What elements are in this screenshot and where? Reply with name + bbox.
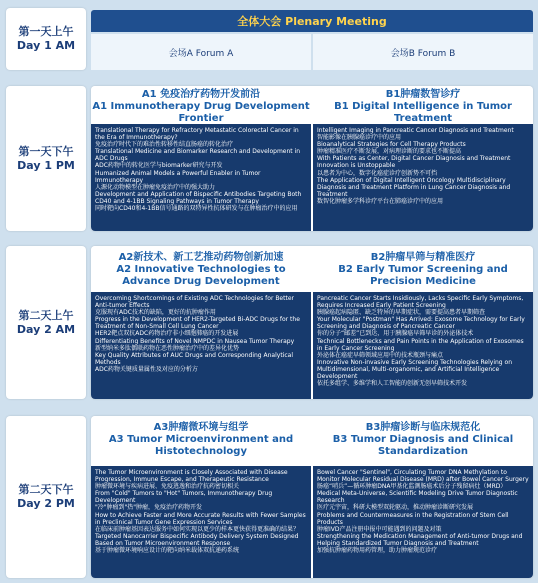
talk-item: With Patients as Center, Digital Cancer Diagnosis and Treatment Innovation is Unstoppable (317, 155, 511, 170)
session-block-day1-pm (91, 86, 533, 231)
session-a3 (91, 416, 311, 578)
session-block-day2-am (91, 246, 533, 399)
day-label-en: Day 2 PM (17, 497, 75, 510)
day-label-zh: 第二天下午 (18, 483, 74, 496)
talk-item: Pancreatic Cancer Starts Insidiously, Lacks Specific Early Symptoms, Requires Increased Early Patient Screening (317, 295, 524, 310)
talk-item: Targeted Nanocarrier Bispecific Antibody Delivery System Designed Based on Tumor Microenvironment Response (95, 532, 299, 547)
talk-item: 同时靶向CD40和4-1BB信号通路的双特异性抗体研发与在肿瘤治疗中的应用 (95, 205, 298, 213)
talk-item: 在临床前肿瘤基因表达服务中如何实现以更少的样本更快获得更准确的结果？ (95, 525, 300, 533)
talk-item: 肿瘤IVD产品注册申报中可能遇到的问题及对策 (317, 525, 442, 533)
talk-item: ADC药物关键质量属性及对应的分析方 (95, 365, 198, 373)
talk-item: Overcoming Shortcomings of Existing ADC Technologies for Better Anti-tumor Effects (95, 295, 294, 310)
talk-item: Differentiating Benefits of Novel NMPDC in Nausea Tumor Therapy (95, 337, 295, 345)
session-b1 (313, 86, 533, 231)
talk-item: 以患者为中心，数字化癌症诊疗创新势不可挡 (317, 169, 438, 177)
day-label-zh: 第二天上午 (18, 308, 74, 322)
talk-item: Translational Medicine and Biomarker Research and Development in ADC Drugs (95, 148, 301, 163)
talk-item: 你的分子“邮差”已到达，用于胰腺癌早筛早诊的外泌体技术 (317, 330, 474, 338)
day-label-zh: 第一天下午 (18, 144, 74, 158)
session-title-en: A2 Innovative Technologies to Advance Drug Development (116, 264, 286, 287)
talk-item: Innovative Non-invasive Early Screening Technologies Relying on Multidimensional, Multi-organomic, and Artificial Intelligence Development (317, 358, 512, 381)
talk-item: Bowel Cancer "Sentinel", Circulating Tumor DNA Methylation to Monitor Molecular Residual Disease (MRD) after Bowel Cancer Surgery (317, 469, 529, 484)
session-b3 (313, 416, 533, 578)
talk-item: How to Achieve Faster and More Accurate Results with Fewer Samples in Preclinical Tumor Gene Expression Services (95, 511, 306, 526)
talk-item: 医疗元宇宙，科研大模型双轮驱动，推动肿瘤诊断研究发展 (317, 504, 474, 512)
session-a2 (91, 246, 311, 399)
talk-item: 新型纳米多肽偶联药物在恶性肿瘤治疗中的差异化优势 (95, 344, 240, 352)
session-title-zh: B1肿瘤数智诊疗 (385, 89, 461, 100)
talk-item: 依托多组学、多维学和人工智能的创新无创早筛技术开发 (317, 380, 468, 388)
talk-item: The Tumor Microenvironment is Closely Associated with Disease Progression, Immune Escape, and Therapeutic Resistance (95, 469, 288, 484)
session-b2 (313, 246, 533, 399)
session-title-zh: B2肿瘤早筛与精准医疗 (370, 252, 476, 263)
talk-item: 肿瘤精准医疗不断发展，对病理诊断的要求也不断提高 (317, 148, 462, 156)
talk-item: 基于肿瘤微环境响应设计的靶向纳米载体双抗递药系统 (95, 547, 240, 555)
session-title-zh: B3肿瘤诊断与临床规范化 (365, 422, 481, 433)
talk-item: 人源化动物模型在肿瘤免疫治疗中的强大助力 (95, 183, 216, 191)
session-title (313, 246, 533, 292)
session-title (313, 86, 533, 124)
talk-item: Key Quality Attributes of AUC Drugs and Corresponding Analytical Methods (95, 351, 293, 366)
talk-item: Humanized Animal Models a Powerful Enabler in Tumor Immunotherapy (95, 169, 261, 184)
talk-item: The Application of Digital Intelligent Oncology Multidisciplinary Diagnosis and Treatment Platform in Lung Cancer Diagnosis and Treatment (317, 176, 511, 198)
talk-item: 智能影像在胰腺癌诊疗中的应用 (317, 134, 402, 142)
session-title-zh: A3肿瘤微环境与组学 (153, 422, 249, 433)
forum-a-header: 会场A Forum A (91, 34, 311, 70)
talk-item: Development and Application of Bispecific Antibodies Targeting Both CD40 and 4-1BB Signaling Pathways in Tumor Therapy (95, 190, 302, 205)
session-title (91, 246, 311, 292)
session-title-en: B2 Early Tumor Screening and Precision Medicine (338, 264, 508, 287)
day-label-1am (6, 8, 86, 70)
talk-item: Progress in the Development of HER2-Targeted Bi-ADC Drugs for the Treatment of Non-Small Cell Lung Cancer (95, 316, 300, 331)
day-label-en: Day 1 AM (16, 39, 76, 52)
session-a1 (91, 86, 311, 231)
talk-item: Medical Meta-Universe, Scientific Modeling Drive Tumor Diagnostic Research (317, 490, 518, 505)
session-talk-list (91, 466, 311, 578)
session-talk-list (313, 466, 533, 578)
session-title-zh: A2新技术、新工艺推动药物创新加速 (118, 252, 284, 263)
day-label-2am (6, 246, 86, 399)
talk-item: Translational Therapy for Refractory Metastatic Colorectal Cancer in the Era of Immunotherapy? (95, 127, 299, 142)
day-label-1pm (6, 86, 86, 231)
talk-item: "冷"肿瘤到"热"肿瘤，免疫治疗药物开发 (95, 504, 203, 512)
talk-item: 克服现有ADC技术的缺陷，更好的抗肿瘤作用 (95, 309, 216, 317)
talk-item: 数智化肿瘤多学科诊疗平台在肺癌诊疗中的应用 (317, 197, 444, 205)
session-talk-list (91, 124, 311, 231)
forum-b-header: 会场B Forum B (313, 34, 533, 70)
talk-item: 肠癌“哨兵”—循环肿瘤DNA甲基化监测肠癌术后分子残留病灶（MRD） (317, 483, 507, 491)
session-title (91, 416, 311, 466)
talk-item: Strengthening the Medication Management of Anti-tumor Drugs and Helping Standardized Tumor Diagnosis and Treatment (317, 532, 523, 547)
day-label-zh: 第一天上午 (18, 25, 74, 38)
day-label-en: Day 1 PM (17, 158, 75, 172)
session-title (313, 416, 533, 466)
talk-item: Intelligent Imaging in Pancreatic Cancer Diagnosis and Treatment (317, 127, 514, 134)
plenary-header: 全体大会 Plenary Meeting (91, 10, 533, 32)
session-talk-list (313, 124, 533, 231)
talk-item: ADC药物中的转化医学与biomarker研究与开发 (95, 162, 223, 170)
session-block-day2-pm (91, 416, 533, 578)
talk-item: 肿瘤微环境与疾病进展、免疫逃逸和治疗抗药密切相关 (95, 483, 240, 491)
session-title-en: A1 Immunotherapy Drug Development Frontier (92, 101, 310, 124)
talk-item: Technical Bottlenecks and Pain Points in the Application of Exosomes in Early Cancer Screening (317, 337, 524, 352)
session-title (91, 86, 311, 124)
session-talk-list (91, 292, 311, 399)
session-title-zh: A1 免疫治疗药物开发前沿 (141, 89, 261, 100)
day-label-en: Day 2 AM (16, 322, 76, 336)
talk-item: Bioanalytical Strategies for Cell Therapy Products (317, 141, 466, 149)
day-label-2pm (6, 416, 86, 578)
session-talk-list (313, 292, 533, 399)
forum-headers (91, 34, 533, 70)
talk-item: HER2靶点双抗ADC药物治疗非小细胞肺癌的开发进展 (95, 330, 239, 338)
talk-item: Problems and Countermeasures in the Registration of Stem Cell Products (317, 511, 509, 526)
session-title-en: B3 Tumor Diagnosis and Clinical Standardization (332, 434, 514, 457)
talk-item: 外泌体在癌症早筛领域应用中的技术瓶颈与痛点 (317, 351, 444, 359)
talk-item: 加强抗肿瘤药物用药管理，助力肿瘤规范诊疗 (317, 547, 438, 555)
talk-item: 免疫治疗时代下的难治性转移性结直肠癌的转化治疗 (95, 141, 234, 149)
session-title-en: A3 Tumor Microenvironment and Histotechnology (108, 434, 294, 457)
talk-item: 胰腺癌起病隐匿、缺乏特异的早期症状，需要提高患者早期筛查 (317, 309, 486, 317)
talk-item: Your Molecular "Postman" Has Arrived: Exosome Technology for Early Screening and Diagnosis of Pancreatic Cancer (317, 316, 525, 331)
talk-item: From "Cold" Tumors to "Hot" Tumors, Immunotherapy Drug Development (95, 490, 273, 505)
session-title-en: B1 Digital Intelligence in Tumor Treatment (334, 101, 512, 124)
